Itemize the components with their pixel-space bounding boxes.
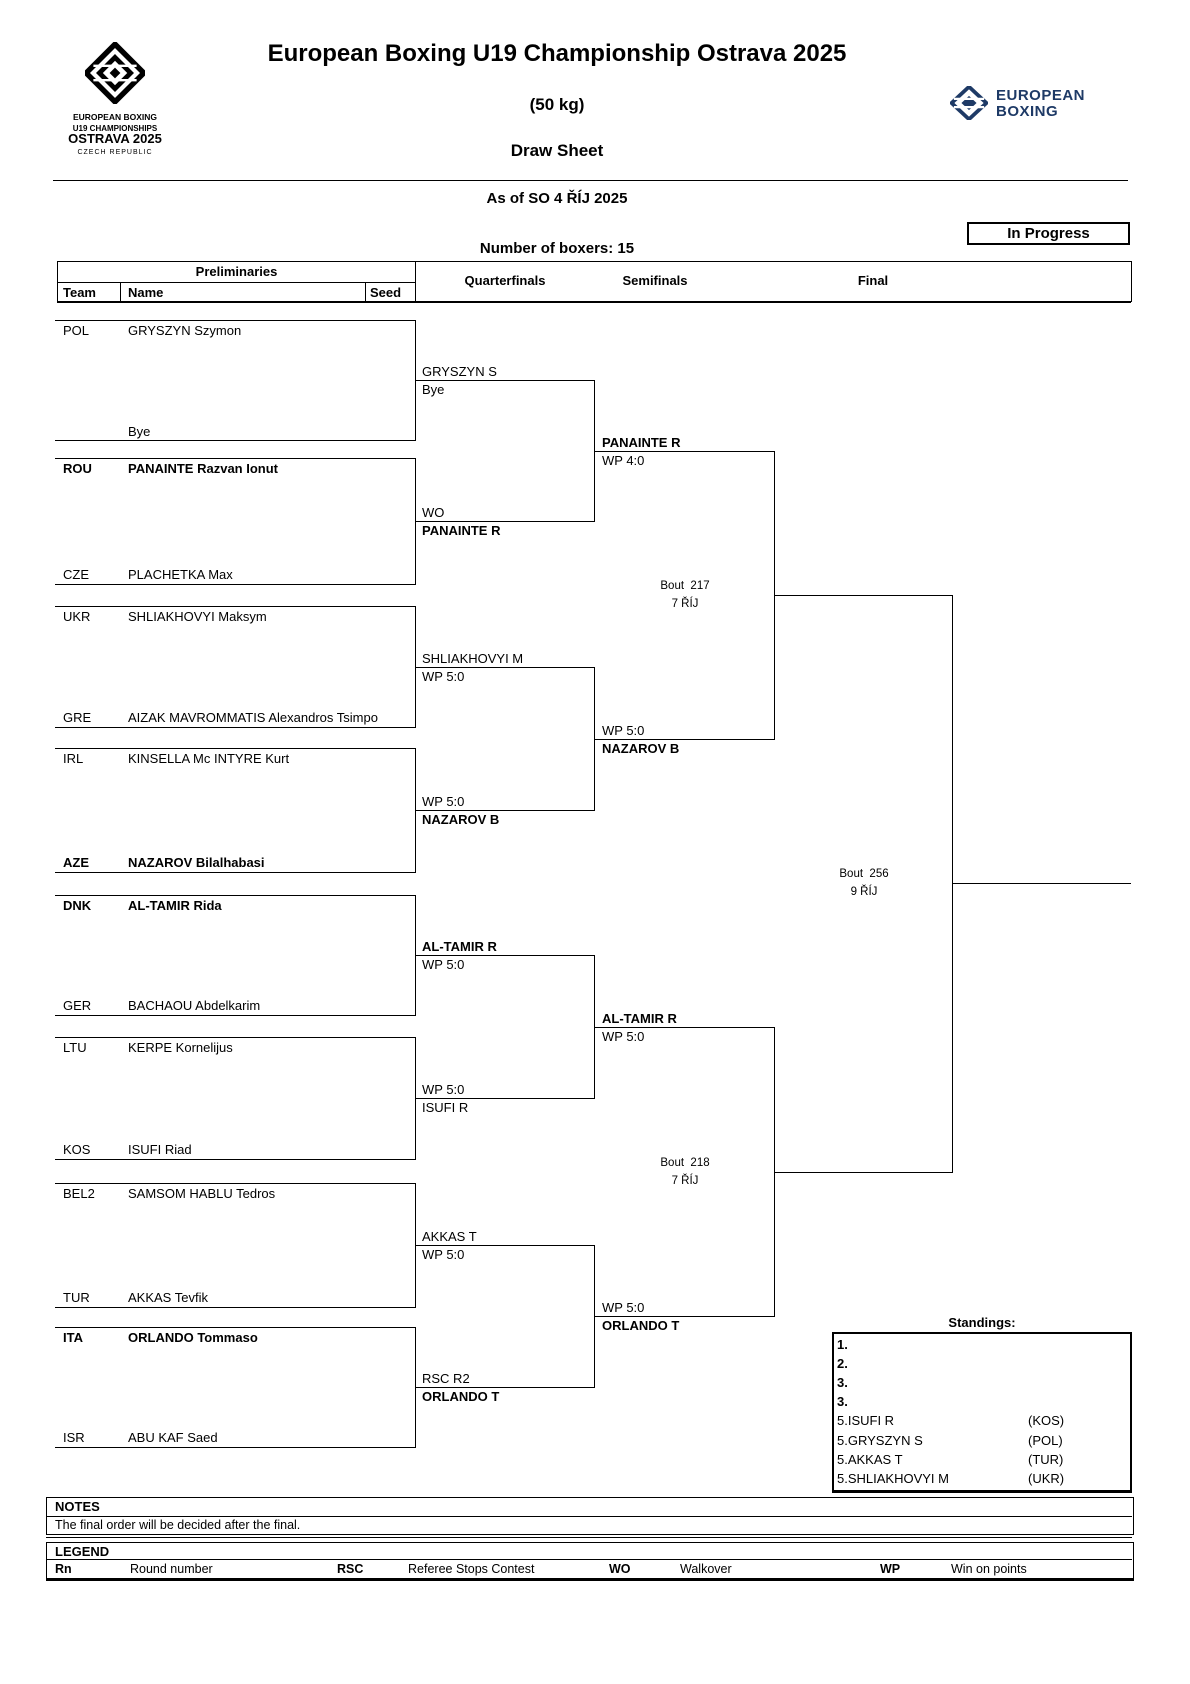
bracket-line	[55, 1159, 415, 1160]
column-header-name: Name	[128, 285, 164, 300]
band-edge-right	[1131, 261, 1132, 302]
prelim-row	[63, 751, 289, 766]
band-top-line	[57, 261, 1131, 262]
section-separator	[46, 1537, 1132, 1538]
bracket-line	[55, 1183, 415, 1184]
weight-class: (50 kg)	[529, 95, 585, 114]
legend-desc: Win on points	[951, 1562, 1027, 1576]
standings-rank: 5.	[837, 1452, 848, 1467]
team-code: KOS	[63, 1142, 91, 1157]
bracket-line	[952, 883, 1131, 884]
prelim-row	[63, 998, 260, 1013]
sf-result-method: WP 4:0	[602, 453, 645, 468]
team-code: AZE	[63, 855, 89, 870]
prelim-row	[63, 1330, 258, 1345]
column-header-semifinals: Semifinals	[622, 273, 688, 288]
column-header-quarterfinals: Quarterfinals	[464, 273, 546, 288]
prelim-row	[63, 710, 378, 725]
bracket-line	[55, 1037, 415, 1038]
team-code: CZE	[63, 567, 89, 582]
standings-row	[837, 1452, 903, 1467]
qf-result-method: WP 5:0	[422, 669, 465, 684]
team-code: UKR	[63, 609, 91, 624]
team-code: LTU	[63, 1040, 87, 1055]
bracket-line	[55, 748, 415, 749]
team-code: IRL	[63, 751, 84, 766]
bracket-line	[415, 667, 595, 668]
page-title: European Boxing U19 Championship Ostrava 2025	[267, 40, 847, 67]
standings-name: SHLIAKHOVYI M	[847, 1471, 949, 1486]
sf-result-method: WP 5:0	[602, 723, 645, 738]
standings-row	[837, 1413, 894, 1428]
bracket-line	[415, 1387, 595, 1388]
column-header-team: Team	[63, 285, 96, 300]
federation-logo-text-1: EUROPEAN	[996, 87, 1086, 104]
event-logo-text-1: EUROPEAN BOXING	[72, 112, 158, 122]
event-logo-text-3: OSTRAVA 2025	[68, 131, 162, 146]
boxer-name: SAMSOM HABLU Tedros	[128, 1186, 276, 1201]
boxer-name: AIZAK MAVROMMATIS Alexandros Tsimpo	[128, 710, 378, 725]
standings-country: (UKR)	[1028, 1471, 1065, 1486]
team-code: GRE	[63, 710, 92, 725]
prelim-row	[63, 1290, 208, 1305]
qf-result-method: WP 5:0	[422, 1082, 465, 1097]
boxer-name: AL-TAMIR Rida	[128, 898, 222, 913]
header-rule	[53, 180, 1128, 181]
team-code: TUR	[63, 1290, 90, 1305]
band-divider-team	[120, 282, 121, 302]
sf-result-winner: AL-TAMIR R	[602, 1011, 677, 1026]
team-code: BEL2	[63, 1186, 95, 1201]
boxer-name: KERPE Kornelijus	[128, 1040, 233, 1055]
prelim-row	[63, 323, 241, 338]
bracket-line	[55, 1307, 415, 1308]
bracket-line	[415, 1098, 595, 1099]
qf-result-method: Bye	[422, 382, 445, 397]
qf-result-method: WP 5:0	[422, 1247, 465, 1262]
bracket-line	[774, 595, 953, 596]
event-logo-text-4: CZECH REPUBLIC	[77, 149, 153, 156]
standings-country: (POL)	[1028, 1433, 1063, 1448]
team-code: DNK	[63, 898, 92, 913]
column-header-preliminaries: Preliminaries	[195, 264, 278, 279]
qf-result-winner: NAZAROV B	[422, 812, 500, 827]
legend-desc: Referee Stops Contest	[408, 1562, 535, 1576]
prelim-row	[63, 567, 233, 582]
standings-rank: 2.	[837, 1356, 848, 1371]
bracket-line	[774, 1172, 953, 1173]
qf-result-method: RSC R2	[422, 1371, 470, 1386]
standings-rank: 5.	[837, 1471, 848, 1486]
as-of-date: As of SO 4 ŘÍJ 2025	[486, 190, 628, 207]
bracket-line	[415, 955, 595, 956]
prelim-row	[63, 855, 265, 870]
standings-country: (TUR)	[1028, 1452, 1064, 1467]
bracket-line	[594, 1027, 775, 1028]
legend-abbr: Rn	[55, 1562, 72, 1576]
column-header-final: Final	[857, 273, 889, 288]
bracket-line	[55, 584, 415, 585]
notes-title: NOTES	[55, 1499, 100, 1514]
standings-rank: 5.	[837, 1413, 848, 1428]
standings-title: Standings:	[948, 1315, 1016, 1330]
standings-name: ISUFI R	[847, 1413, 895, 1428]
qf-result-winner: ORLANDO T	[422, 1389, 500, 1404]
standings-rank: 5.	[837, 1433, 848, 1448]
sf-result-winner: PANAINTE R	[602, 435, 681, 450]
qf-result-method: WO	[422, 505, 445, 520]
prelim-header-divider	[57, 282, 416, 283]
team-code: GER	[63, 998, 92, 1013]
team-code: POL	[63, 323, 90, 338]
legend-abbr: WP	[880, 1562, 901, 1576]
legend-abbr: WO	[609, 1562, 631, 1576]
sheet-title: Draw Sheet	[510, 141, 604, 160]
bracket-line	[415, 380, 595, 381]
standings-rank: 3.	[837, 1394, 848, 1409]
qf-result-winner: AKKAS T	[422, 1229, 477, 1244]
boxer-name: KINSELLA Mc INTYRE Kurt	[128, 751, 290, 766]
standings-rank: 3.	[837, 1375, 848, 1390]
legend-desc: Walkover	[680, 1562, 732, 1576]
qf-result-method: WP 5:0	[422, 794, 465, 809]
bracket-line	[55, 440, 415, 441]
bout-number: Bout 217	[660, 580, 710, 592]
qf-result-winner: PANAINTE R	[422, 523, 501, 538]
boxer-name: BACHAOU Abdelkarim	[128, 998, 261, 1013]
bracket-line	[415, 810, 595, 811]
standings-row	[837, 1433, 923, 1448]
boxer-name: PANAINTE Razvan Ionut	[128, 461, 278, 476]
bout-date: 9 ŘÍJ	[850, 886, 878, 898]
bout-number: Bout 218	[660, 1157, 710, 1169]
qf-result-winner: ISUFI R	[422, 1100, 469, 1115]
sf-result-winner: NAZAROV B	[602, 741, 680, 756]
status-badge: In Progress	[967, 222, 1130, 245]
legend-divider	[46, 1559, 1132, 1560]
prelim-row	[63, 1430, 218, 1445]
bracket-line	[55, 458, 415, 459]
prelim-row	[63, 461, 278, 476]
band-bottom-line	[57, 301, 1131, 303]
boxer-name: NAZAROV Bilalhabasi	[128, 855, 265, 870]
federation-logo-text-2: BOXING	[996, 103, 1059, 120]
bout-date: 7 ŘÍJ	[671, 598, 699, 610]
event-logo-text-2: U19 CHAMPIONSHIPS	[72, 124, 158, 133]
sf-result-method: WP 5:0	[602, 1029, 645, 1044]
boxer-count: Number of boxers: 15	[479, 240, 635, 257]
bracket-line	[415, 521, 595, 522]
column-header-seed: Seed	[370, 285, 402, 300]
qf-result-method: WP 5:0	[422, 957, 465, 972]
qf-result-winner: AL-TAMIR R	[422, 939, 497, 954]
prelim-row	[63, 1040, 233, 1055]
qf-result-winner: SHLIAKHOVYI M	[422, 651, 524, 666]
bracket-line	[415, 1245, 595, 1246]
notes-divider	[46, 1516, 1132, 1517]
boxer-name: ORLANDO Tommaso	[128, 1330, 258, 1345]
sf-result-method: WP 5:0	[602, 1300, 645, 1315]
boxer-name: ISUFI Riad	[128, 1142, 192, 1157]
bracket-line	[55, 895, 415, 896]
standings-rank: 1.	[837, 1337, 848, 1352]
boxer-name: SHLIAKHOVYI Maksym	[128, 609, 267, 624]
boxer-name: AKKAS Tevfik	[128, 1290, 208, 1305]
standings-row	[837, 1471, 949, 1486]
bracket-line	[55, 1015, 415, 1016]
prelim-row	[63, 424, 150, 439]
bracket-line	[594, 451, 775, 452]
boxer-name: GRYSZYN Szymon	[128, 323, 242, 338]
boxer-name: Bye	[128, 424, 151, 439]
sf-result-winner: ORLANDO T	[602, 1318, 680, 1333]
federation-logo	[950, 86, 988, 120]
band-divider-seed	[365, 282, 366, 302]
bout-date: 7 ŘÍJ	[671, 1175, 699, 1187]
bracket-line	[55, 1447, 415, 1448]
qf-result-winner: GRYSZYN S	[422, 364, 497, 379]
standings-country: (KOS)	[1028, 1413, 1065, 1428]
legend-desc: Round number	[130, 1562, 213, 1576]
bracket-line	[594, 1316, 775, 1317]
prelim-row	[63, 1186, 275, 1201]
bracket-line	[952, 595, 953, 1173]
standings-name: GRYSZYN S	[847, 1433, 923, 1448]
bracket-line	[55, 727, 415, 728]
standings-name: AKKAS T	[847, 1452, 903, 1467]
bracket-line	[594, 739, 775, 740]
team-code: ITA	[63, 1330, 83, 1345]
bracket-line	[55, 872, 415, 873]
team-code: ISR	[63, 1430, 85, 1445]
prelim-row	[63, 609, 267, 624]
bracket-line	[55, 320, 415, 321]
prelim-row	[63, 898, 222, 913]
team-code: ROU	[63, 461, 92, 476]
boxer-name: PLACHETKA Max	[128, 567, 233, 582]
bout-number: Bout 256	[839, 868, 889, 880]
boxer-name: ABU KAF Saed	[128, 1430, 218, 1445]
legend-abbr: RSC	[337, 1562, 364, 1576]
bracket-line	[55, 606, 415, 607]
prelim-row	[63, 1142, 192, 1157]
legend-title: LEGEND	[55, 1544, 110, 1559]
bracket-line	[55, 1327, 415, 1328]
notes-text: The final order will be decided after the final.	[55, 1518, 301, 1532]
